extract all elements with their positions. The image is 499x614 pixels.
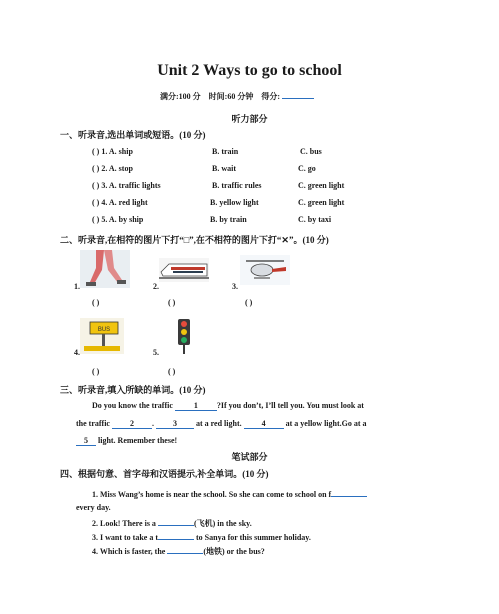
train-image [159,258,209,282]
q3-text-2b: . [151,419,154,428]
q4-text-2a: 2. Look! There is a [92,519,156,528]
q2-answer-1[interactable]: ( ) [92,298,100,307]
q3-line-1 [92,401,364,411]
q3-text-2d: at a yellow light.Go at a [285,419,367,428]
q1-item-1-b: B. train [212,147,239,156]
q1-heading: 一、听录音,选出单词或短语。(10 分) [60,130,206,140]
q4-text-3b: to Sanya for this summer holiday. [196,533,311,542]
q3-heading: 三、听录音,填入所缺的单词。(10 分) [60,385,206,395]
q4-sentence-3 [92,531,311,542]
q1-item-4-b: B. yellow light [210,198,259,207]
q1-item-2-b: B. wait [212,164,236,173]
q4-text-4b: (地铁) or the bus? [203,547,265,556]
q3-text-3: light. Remember these! [98,436,178,445]
helicopter-image [240,255,290,285]
writing-header: 笔试部分 [231,452,268,462]
q4-text-2b: (飞机) in the sky. [193,519,252,528]
q1-item-5-b: B. by train [210,215,247,224]
q1-item-3-c: C. green light [298,181,345,190]
q4-sentence-4 [92,545,265,557]
q1-item-4-a: ( ) 4. A. red light [92,198,148,207]
q4-text-1a: 1. Miss Wang’s home is near the school. So she can come to school on f [92,490,332,499]
score-blank[interactable] [282,90,314,99]
walking-legs-image [80,250,130,288]
q4-blank-3[interactable] [158,531,194,540]
q4-sentence-2 [92,517,252,529]
q1-item-2-a: ( ) 2. A. stop [92,164,133,173]
q2-label-4: 4. [74,348,80,357]
q3-blank-2[interactable]: 2 [112,419,152,429]
q3-blank-3[interactable]: 3 [156,419,194,429]
q2-answer-5[interactable]: ( ) [168,367,176,376]
q4-sentence-1 [92,488,367,499]
q3-text-2a: the traffic [76,419,110,428]
time-limit: 时间:60 分钟 [208,92,254,101]
q3-text-2c: at a red light. [195,419,242,428]
q4-text-4a: 4. Which is faster, the [92,547,166,556]
q3-blank-5[interactable]: 5 [76,436,96,446]
q4-text-3a: 3. I want to take a t [92,533,158,542]
q3-line-3 [76,436,177,446]
bus-stop-image [80,318,124,354]
listening-header: 听力部分 [231,114,268,124]
traffic-light-image [162,316,206,356]
q1-item-4-c: C. green light [298,198,345,207]
page-title: Unit 2 Ways to go to school [157,62,342,79]
q1-item-1-a: ( ) 1. A. ship [92,147,133,156]
q4-blank-1[interactable] [331,488,367,497]
q1-item-5-a: ( ) 5. A. by ship [92,215,144,224]
q3-line-2 [76,419,367,429]
q2-answer-2[interactable]: ( ) [168,298,176,307]
q3-blank-4[interactable]: 4 [244,419,284,429]
q2-label-3: 3. [232,282,238,291]
q2-answer-3[interactable]: ( ) [245,298,253,307]
q2-label-1: 1. [74,282,80,291]
full-score: 满分:100 分 [160,92,201,101]
q4-heading: 四、根据句意、首字母和汉语提示,补全单词。(10 分) [60,469,269,479]
q2-answer-4[interactable]: ( ) [92,367,100,376]
q2-label-5: 5. [153,348,159,357]
q1-item-1-c: C. bus [300,147,322,156]
score-meta [160,90,314,102]
score-label: 得分: [261,92,281,101]
q2-label-2: 2. [153,282,159,291]
q1-item-3-a: ( ) 3. A. traffic lights [92,181,161,190]
q4-blank-2[interactable] [158,517,194,526]
q3-text-1b: ?If you don’t, I’ll tell you. You must look at [216,401,364,410]
q3-text-1a: Do you know the traffic [92,401,173,410]
q4-blank-4[interactable] [167,545,203,554]
q4-text-1b: every day. [76,503,111,512]
q1-item-5-c: C. by taxi [298,215,332,224]
q1-item-3-b: B. traffic rules [212,181,262,190]
q1-item-2-c: C. go [298,164,316,173]
q2-heading: 二、听录音,在相符的图片下打“□”,在不相符的图片下打“✕”。(10 分) [60,235,329,245]
q3-blank-1[interactable]: 1 [175,401,217,411]
svg-text:BUS: BUS [97,327,111,333]
